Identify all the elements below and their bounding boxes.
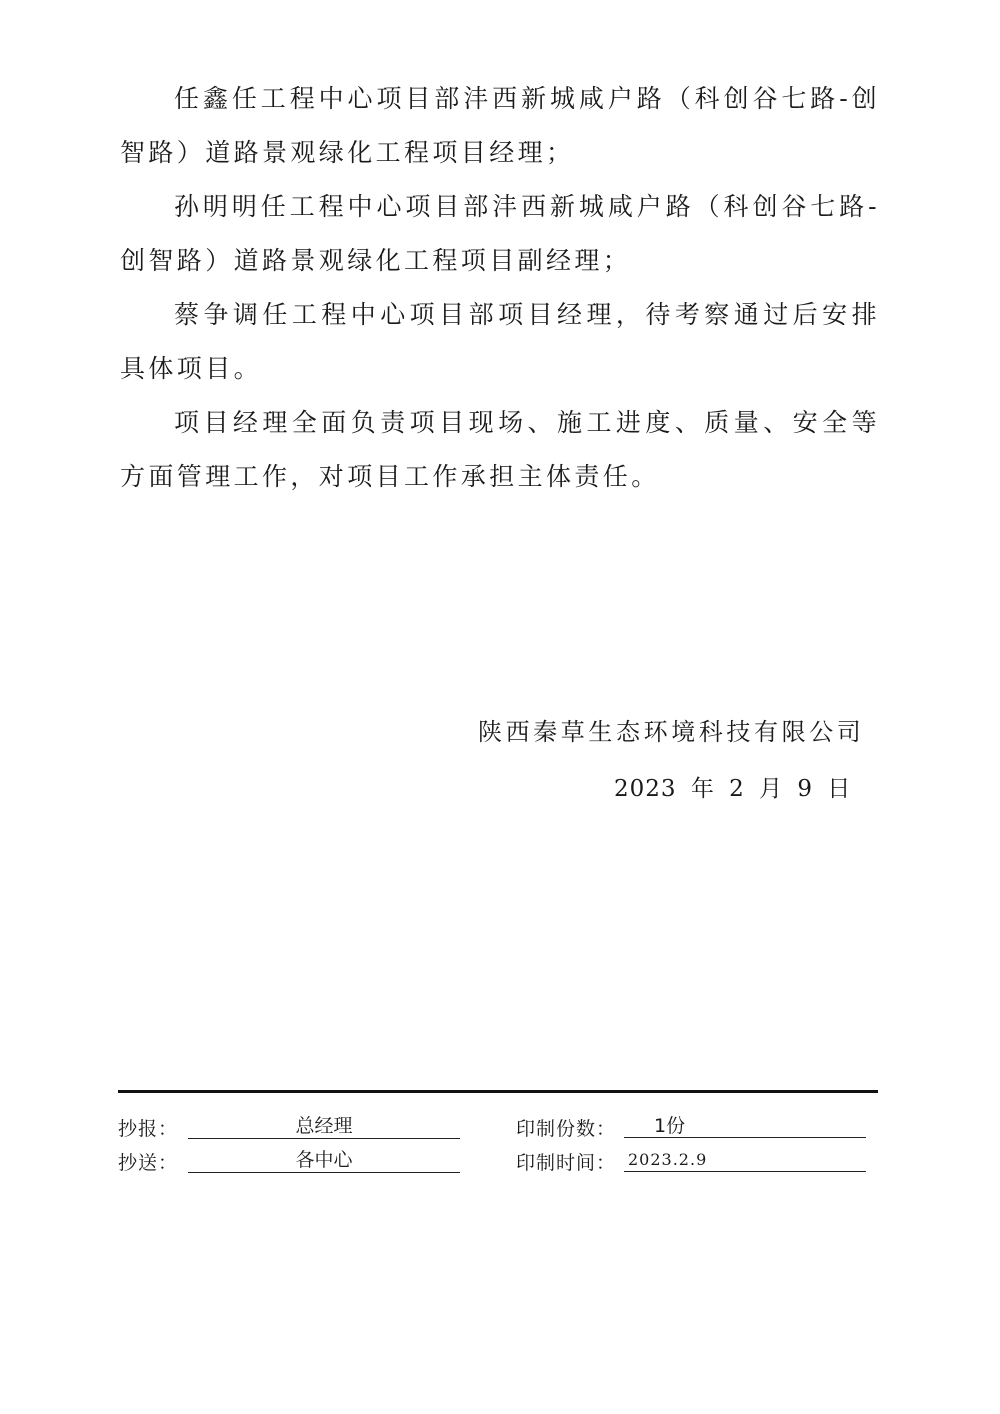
paragraph-appointment-manager: 任鑫任工程中心项目部沣西新城咸户路（科创谷七路-创智路）道路景观绿化工程项目经理； [120,84,880,167]
copy-to-value: 各中心 [188,1146,460,1173]
issue-date: 2023 年 2 月 9 日 [614,776,852,802]
copies-label: 印制份数： [516,1118,617,1140]
document-body [120,72,880,504]
company-signature: 陕西秦草生态环境科技有限公司 [478,718,865,746]
footer-row-report [118,1112,878,1142]
paragraph-appointment-deputy-manager: 孙明明任工程中心项目部沣西新城咸户路（科创谷七路-创智路）道路景观绿化工程项目副经理； [120,192,880,275]
print-time-label: 印制时间： [516,1152,617,1174]
paragraph-responsibility: 项目经理全面负责项目现场、施工进度、质量、安全等方面管理工作，对项目工作承担主体责任。 [120,408,880,491]
copies-value: 1份 [624,1112,866,1138]
report-value: 总经理 [188,1112,460,1139]
print-time-value: 2023.2.9 [624,1146,866,1172]
footer-row-copy-to [118,1146,878,1176]
copy-to-label: 抄送： [118,1152,179,1174]
footer-divider [118,1090,878,1093]
report-label: 抄报： [118,1118,179,1140]
paragraph-transfer: 蔡争调任工程中心项目部项目经理，待考察通过后安排具体项目。 [120,300,880,383]
